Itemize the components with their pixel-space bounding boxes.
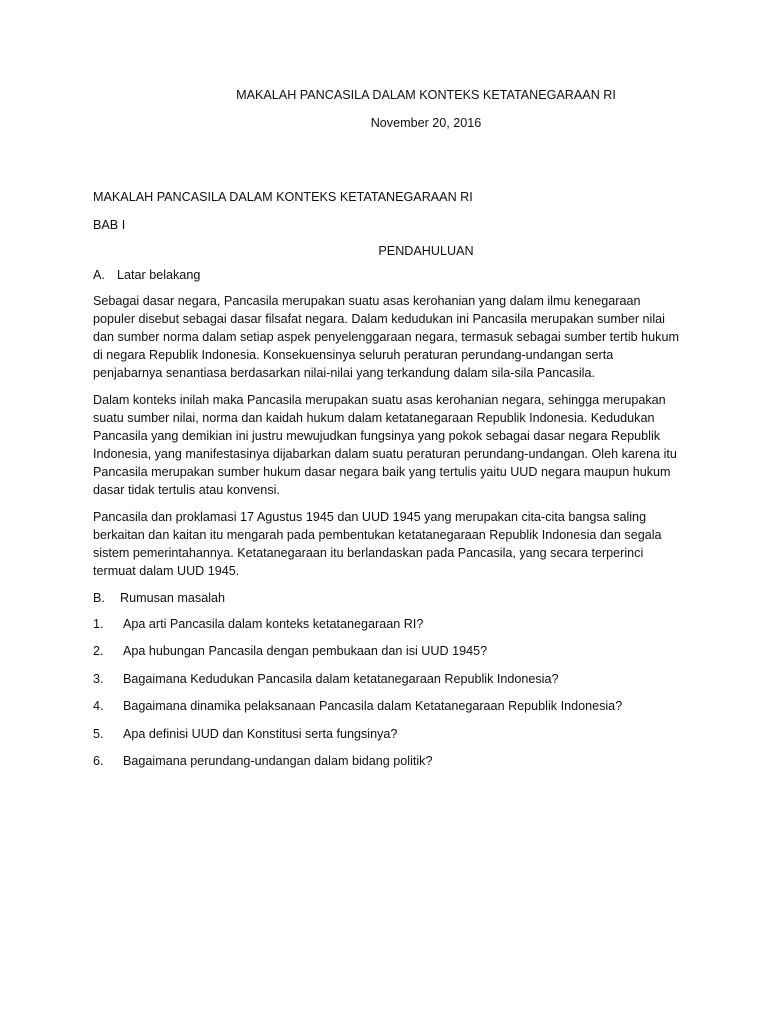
list-number: 5.: [93, 726, 104, 741]
list-item: [93, 752, 679, 770]
paragraph: Sebagai dasar negara, Pancasila merupakan suatu asas kerohanian yang dalam ilmu kenegaraan populer disebut sebagai dasar filsafat negara. Dalam kedudukan ini Pancasila merupakan sumber nilai dan sumber norma dalam setiap aspek penyelenggaraan negara, termasuk sebagai sumber tertib hukum di negara Republik Indonesia. Konsekuensinya seluruh peraturan perundang-undangan serta penjabarnya senantiasa berdasarkan nilai-nilai yang terkandung dalam sila-sila Pancasila.: [93, 294, 679, 380]
document-date: November 20, 2016: [370, 116, 482, 130]
list-text: Apa definisi UUD dan Konstitusi serta fungsinya?: [123, 726, 398, 741]
list-number: 2.: [93, 644, 104, 659]
list-text: Apa hubungan Pancasila dengan pembukaan dan isi UUD 1945?: [123, 644, 488, 659]
list-text: Bagaimana Kedudukan Pancasila dalam ketatanegaraan Republik Indonesia?: [123, 671, 559, 686]
list-number: 3.: [93, 671, 104, 686]
section-marker: A.: [93, 268, 105, 282]
list-item: [93, 615, 679, 633]
list-number: 4.: [93, 699, 104, 714]
list-text: Bagaimana perundang-undangan dalam bidang politik?: [123, 753, 433, 768]
paragraph: Pancasila dan proklamasi 17 Agustus 1945 dan UUD 1945 yang merupakan cita-cita bangsa saling berkaitan dan kaitan itu mengarah pada pembentukan ketatanegaraan Republik Indonesia dan segala sistem pemerintahannya. Ketatanegaraan itu berlandaskan pada Pancasila, yang secara terperinci termuat dalam UUD 1945.: [93, 510, 662, 578]
chapter-title: PENDAHULUAN: [378, 244, 474, 258]
list-item: [93, 670, 679, 688]
chapter-label: BAB I: [93, 218, 126, 232]
document-body: [93, 86, 679, 779]
section-title: Latar belakang: [117, 268, 201, 282]
document-title: MAKALAH PANCASILA DALAM KONTEKS KETATANEGARAAN RI: [236, 88, 616, 102]
list-item: [93, 725, 679, 743]
list-item: [93, 642, 679, 660]
paragraph: Dalam konteks inilah maka Pancasila merupakan suatu asas kerohanian negara, sehingga merupakan suatu sumber nilai, norma dan kaidah hukum dalam ketatanegaraan Republik Indonesia. Kedudukan Pancasila yang demikian ini justru mewujudkan fungsinya yang pokok sebagai dasar negara Republik Indonesia, yang manifestasinya dijabarkan dalam suatu peraturan perundang-undangan. Oleh karena itu Pancasila merupakan sumber hukum dasar negara baik yang tertulis yaitu UUD negara maupun hukum dasar tidak tertulis atau konvensi.: [93, 393, 677, 497]
list-number: 1.: [93, 617, 104, 631]
list-item: [93, 697, 679, 715]
question-list: [93, 615, 679, 770]
section-heading-a: [93, 266, 679, 284]
list-text: Bagaimana dinamika pelaksanaan Pancasila dalam Ketatanegaraan Republik Indonesia?: [123, 699, 623, 714]
section-marker: B.: [93, 591, 105, 605]
list-number: 6.: [93, 753, 104, 768]
section-title: Rumusan masalah: [120, 591, 225, 605]
document-heading: MAKALAH PANCASILA DALAM KONTEKS KETATANEGARAAN RI: [93, 190, 473, 204]
list-text: Apa arti Pancasila dalam konteks ketatanegaraan RI?: [123, 617, 424, 631]
section-heading-b: [93, 589, 679, 607]
